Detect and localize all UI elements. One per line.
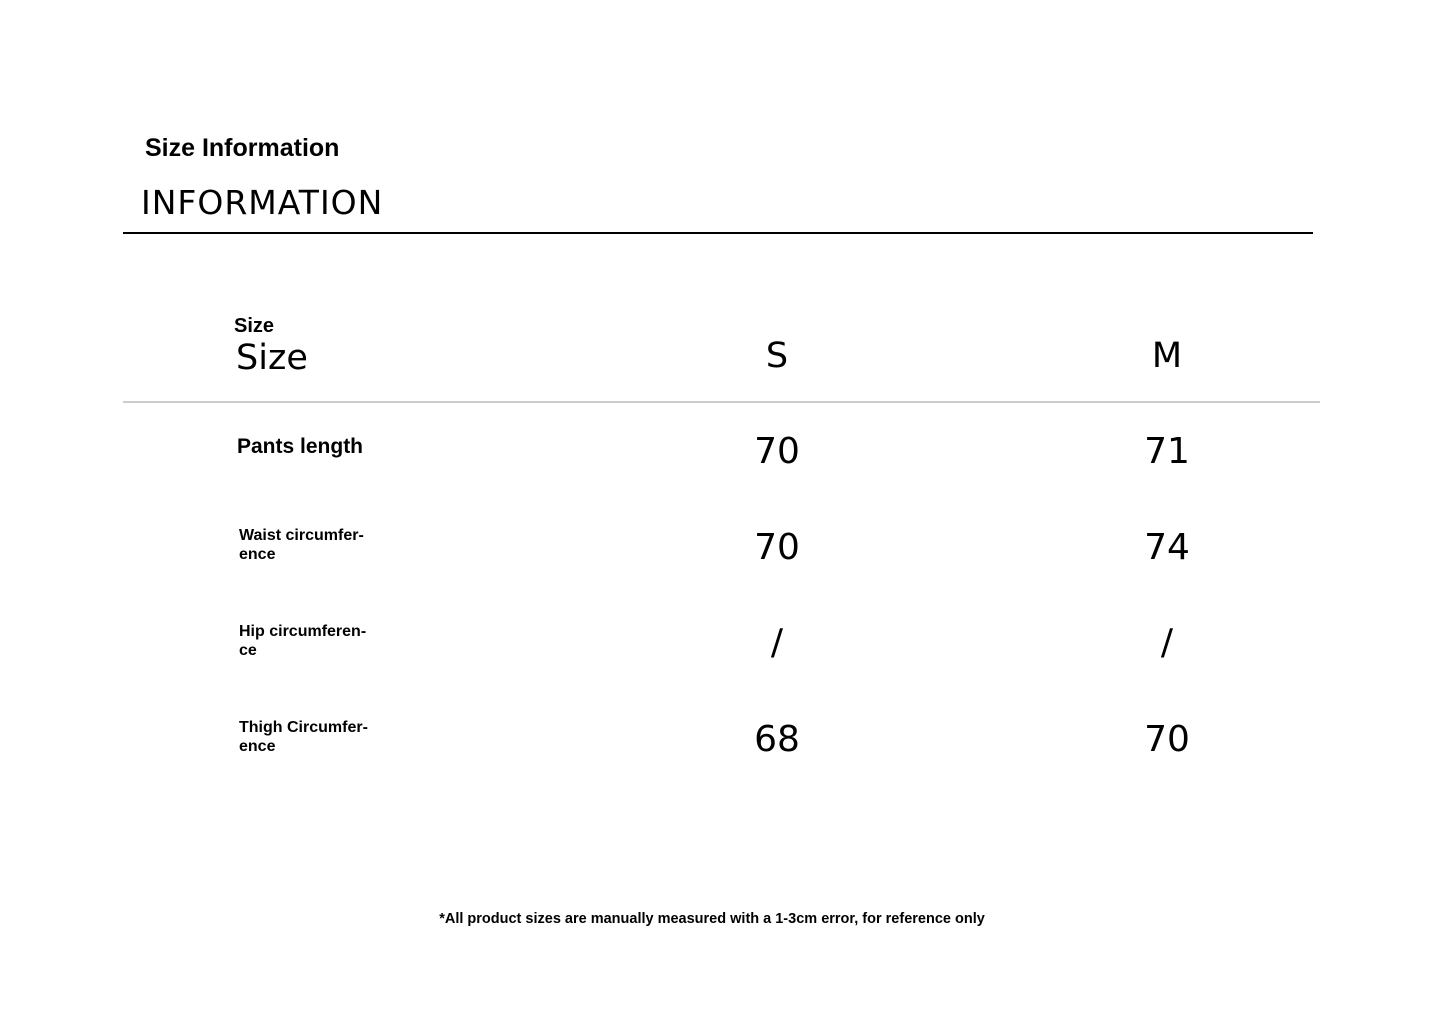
cell-waist-s: 70 <box>754 527 800 568</box>
title-divider <box>123 232 1313 234</box>
row-label-hip-line1: Hip circumferen- <box>239 623 367 640</box>
page-title: INFORMATION <box>141 183 384 222</box>
row-label-pants-length: Pants length <box>237 435 364 458</box>
cell-hip-s: / <box>770 622 784 663</box>
cell-pants-length-m: 71 <box>1144 431 1190 472</box>
page-subtitle: Size Information <box>145 134 340 162</box>
row-label-waist-line1: Waist circumfer- <box>239 527 364 544</box>
row-label-hip <box>239 622 389 660</box>
row-label-waist-line2: ence <box>239 546 276 563</box>
size-label: Size <box>236 338 308 378</box>
cell-pants-length-s: 70 <box>754 431 800 472</box>
row-label-thigh-line1: Thigh Circumfer- <box>239 719 368 736</box>
row-label-hip-line2: ce <box>239 642 257 659</box>
cell-waist-m: 74 <box>1144 527 1190 568</box>
cell-thigh-m: 70 <box>1144 719 1190 760</box>
measurement-disclaimer: *All product sizes are manually measured with a 1-3cm error, for reference only <box>439 911 985 927</box>
row-label-waist <box>239 526 389 564</box>
header-divider <box>123 401 1320 403</box>
row-label-thigh <box>239 718 389 756</box>
cell-thigh-s: 68 <box>754 719 800 760</box>
column-header-m: M <box>1151 336 1183 376</box>
row-label-thigh-line2: ence <box>239 738 276 755</box>
cell-hip-m: / <box>1160 622 1174 663</box>
column-header-s: S <box>765 336 789 376</box>
size-label-small: Size <box>234 315 275 337</box>
